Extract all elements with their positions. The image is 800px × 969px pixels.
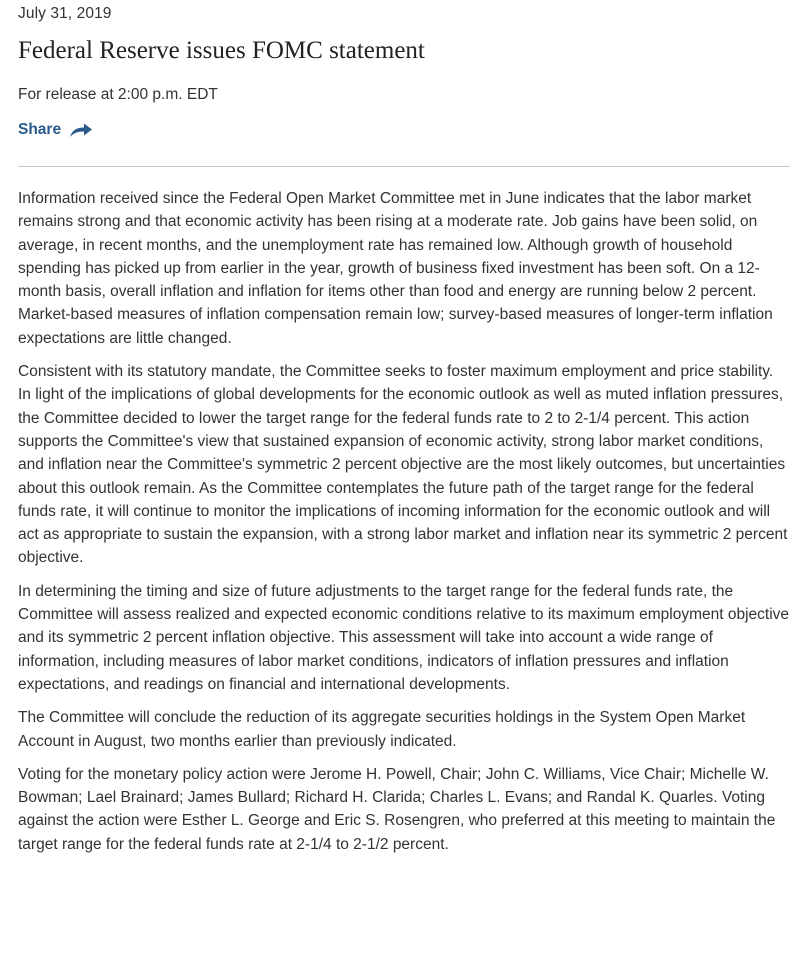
share-arrow-icon <box>69 122 93 138</box>
header-divider <box>18 166 790 167</box>
release-date: July 31, 2019 <box>18 5 112 22</box>
release-time: For release at 2:00 p.m. EDT <box>18 86 218 103</box>
page-title: Federal Reserve issues FOMC statement <box>18 37 425 64</box>
paragraph-3: In determining the timing and size of future adjustments to the target range for the federal funds rate, the Committee will assess realized and expected economic conditions relative to its maximum employment objective and its symmetric 2 percent inflation objective. This assessment will take into account a wide range of information, including measures of labor market conditions, indicators of inflation pressures and inflation expectations, and readings on financial and international developments. <box>18 582 790 693</box>
share-label: Share <box>18 121 62 138</box>
paragraph-1: Information received since the Federal Open Market Committee met in June indicates that the labor market remains strong and that economic activity has been rising at a moderate rate. Job gains have been solid, on average, in recent months, and the unemployment rate has remained low. Although growth of household spending has picked up from earlier in the year, growth of business fixed investment has been soft. On a 12-month basis, overall inflation and inflation for items other than food and energy are running below 2 percent. Market-based measures of inflation compensation remain low; survey-based measures of longer-term inflation expectations are little changed. <box>18 190 773 347</box>
paragraph-5: Voting for the monetary policy action were Jerome H. Powell, Chair; John C. Williams, Vice Chair; Michelle W. Bowman; Lael Brainard; James Bullard; Richard H. Clarida; Charles L. Evans; and Randal K. Quarles. Voting against the action were Esther L. George and Eric S. Rosengren, who preferred at this meeting to maintain the target range for the federal funds rate at 2-1/4 to 2-1/2 percent. <box>18 765 776 853</box>
statement-body <box>18 187 790 866</box>
paragraph-4: The Committee will conclude the reduction of its aggregate securities holdings in the System Open Market Account in August, two months earlier than previously indicated. <box>18 709 746 750</box>
share-button[interactable] <box>18 121 93 139</box>
paragraph-2: Consistent with its statutory mandate, the Committee seeks to foster maximum employment and price stability. In light of the implications of global developments for the economic outlook as well as muted inflation pressures, the Committee decided to lower the target range for the federal funds rate to 2 to 2-1/4 percent. This action supports the Committee's view that sustained expansion of economic activity, strong labor market conditions, and inflation near the Committee's symmetric 2 percent objective are the most likely outcomes, but uncertainties about this outlook remain. As the Committee contemplates the future path of the target range for the federal funds rate, it will continue to monitor the implications of incoming information for the economic outlook and will act as appropriate to sustain the expansion, with a strong labor market and inflation near its symmetric 2 percent objective. <box>18 363 788 567</box>
